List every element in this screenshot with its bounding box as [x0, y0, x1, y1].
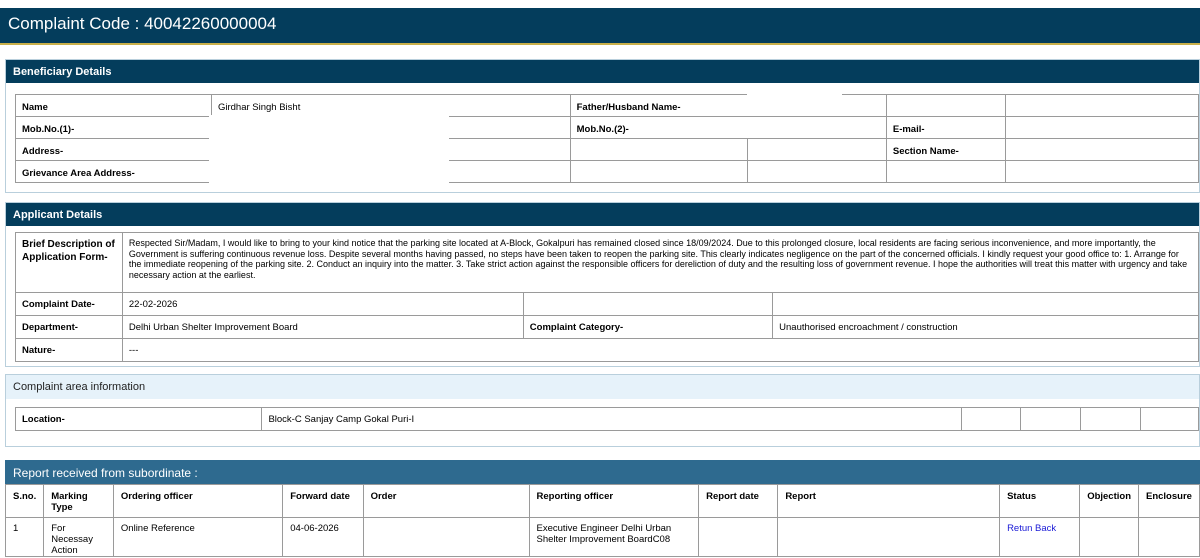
beneficiary-row — [16, 117, 1199, 139]
applicant-table — [15, 232, 1199, 362]
mob1-label: Mob.No.(1)- — [16, 117, 212, 139]
department-value: Delhi Urban Shelter Improvement Board — [122, 316, 523, 339]
beneficiary-heading: Beneficiary Details — [6, 60, 1199, 83]
redaction-mask — [209, 115, 449, 188]
column-header-reporting-officer: Reporting officer — [529, 485, 699, 518]
table-row — [6, 518, 1200, 557]
page-title — [0, 8, 1200, 45]
brief-description-text: Respected Sir/Madam, I would like to bring to your kind notice that the parking site located at A-Block, Gokalpuri has remained closed since 18/09/2024. Due to this prolonged closure, local residents are facing serious inconvenience, and more importantly, the Government is suffering continuous revenue loss. Despite several months having passed, no steps have been taken to reopen the parking site. This clearly indicates negligence on the part of the concerned officials. I kindly request your good office to: 1. Arrange for the immediate reopening of the parking site. 2. Conduct an inquiry into the matter. 3. Take strict action against the responsible officers for dereliction of duty and the resulting loss of government revenue. I hope the authorities will treat this matter with urgency and take necessary action at the earliest. — [122, 233, 1198, 293]
beneficiary-row — [16, 95, 1199, 117]
cell-enclosure — [1139, 518, 1200, 557]
cell-sno: 1 — [6, 518, 44, 557]
location-label: Location- — [16, 408, 262, 431]
empty-cell — [1081, 408, 1141, 431]
section-name-label: Section Name- — [886, 139, 1005, 161]
empty-cell — [773, 293, 1199, 316]
father-name-label: Father/Husband Name- — [570, 95, 886, 117]
column-header-marking-type: Marking Type — [44, 485, 114, 518]
column-header-report: Report — [778, 485, 1000, 518]
cell-reporting-officer: Executive Engineer Delhi Urban Shelter Improvement BoardC08 — [529, 518, 699, 557]
complaint-category-value: Unauthorised encroachment / construction — [773, 316, 1199, 339]
section-name-value — [1006, 139, 1199, 161]
applicant-section — [5, 202, 1200, 367]
beneficiary-row — [16, 139, 1199, 161]
empty-cell — [523, 293, 772, 316]
email-label: E-mail- — [886, 117, 1005, 139]
address-label: Address- — [16, 139, 212, 161]
cell-report-date — [699, 518, 778, 557]
cell-marking-type: For Necessay Action — [44, 518, 114, 557]
empty-cell — [1141, 408, 1199, 431]
column-header-enclosure: Enclosure — [1139, 485, 1200, 518]
email-value — [1006, 117, 1199, 139]
cell-forward-date: 04-06-2026 — [283, 518, 363, 557]
beneficiary-section — [5, 59, 1200, 193]
name-value: Girdhar Singh Bisht — [211, 95, 570, 117]
department-label: Department- — [16, 316, 123, 339]
cell-objection — [1080, 518, 1139, 557]
applicant-row — [16, 316, 1199, 339]
complaint-area-section — [5, 374, 1200, 447]
applicant-heading: Applicant Details — [6, 203, 1199, 226]
complaint-date-label: Complaint Date- — [16, 293, 123, 316]
empty-cell — [1006, 161, 1199, 183]
column-header-objection: Objection — [1080, 485, 1139, 518]
top-strip — [0, 0, 1200, 8]
status-link[interactable]: Retun Back — [1007, 523, 1057, 534]
complaint-code-title: Complaint Code : 40042260000004 — [8, 14, 277, 33]
column-header-sno: S.no. — [6, 485, 44, 518]
location-row — [16, 408, 1199, 431]
empty-cell — [1006, 95, 1199, 117]
redaction-mask — [747, 90, 842, 111]
applicant-row — [16, 339, 1199, 362]
column-header-status: Status — [1000, 485, 1080, 518]
empty-cell — [570, 161, 747, 183]
cell-ordering-officer: Online Reference — [113, 518, 282, 557]
complaint-category-label: Complaint Category- — [523, 316, 772, 339]
empty-cell — [1021, 408, 1081, 431]
empty-cell — [747, 161, 886, 183]
complaint-area-heading: Complaint area information — [6, 375, 1199, 399]
column-header-order: Order — [363, 485, 529, 518]
name-label: Name — [16, 95, 212, 117]
nature-label: Nature- — [16, 339, 123, 362]
applicant-row — [16, 293, 1199, 316]
empty-cell — [570, 139, 747, 161]
cell-order — [363, 518, 529, 557]
empty-cell — [886, 161, 1005, 183]
report-header-row — [6, 485, 1200, 518]
empty-cell — [886, 95, 1005, 117]
column-header-ordering-officer: Ordering officer — [113, 485, 282, 518]
empty-cell — [747, 139, 886, 161]
location-value: Block-C Sanjay Camp Gokal Puri-I — [262, 408, 961, 431]
location-table — [15, 407, 1199, 431]
mob2-label: Mob.No.(2)- — [570, 117, 886, 139]
column-header-forward-date: Forward date — [283, 485, 363, 518]
report-table — [5, 484, 1200, 557]
brief-description-label: Brief Description of Application Form- — [16, 233, 123, 293]
complaint-date-value: 22-02-2026 — [122, 293, 523, 316]
cell-status — [1000, 518, 1080, 557]
grievance-address-label: Grievance Area Address- — [16, 161, 212, 183]
empty-cell — [961, 408, 1021, 431]
beneficiary-table — [15, 94, 1199, 183]
report-heading: Report received from subordinate : — [5, 460, 1200, 484]
column-header-report-date: Report date — [699, 485, 778, 518]
cell-report — [778, 518, 1000, 557]
beneficiary-row — [16, 161, 1199, 183]
applicant-row — [16, 233, 1199, 293]
nature-value: --- — [122, 339, 1198, 362]
